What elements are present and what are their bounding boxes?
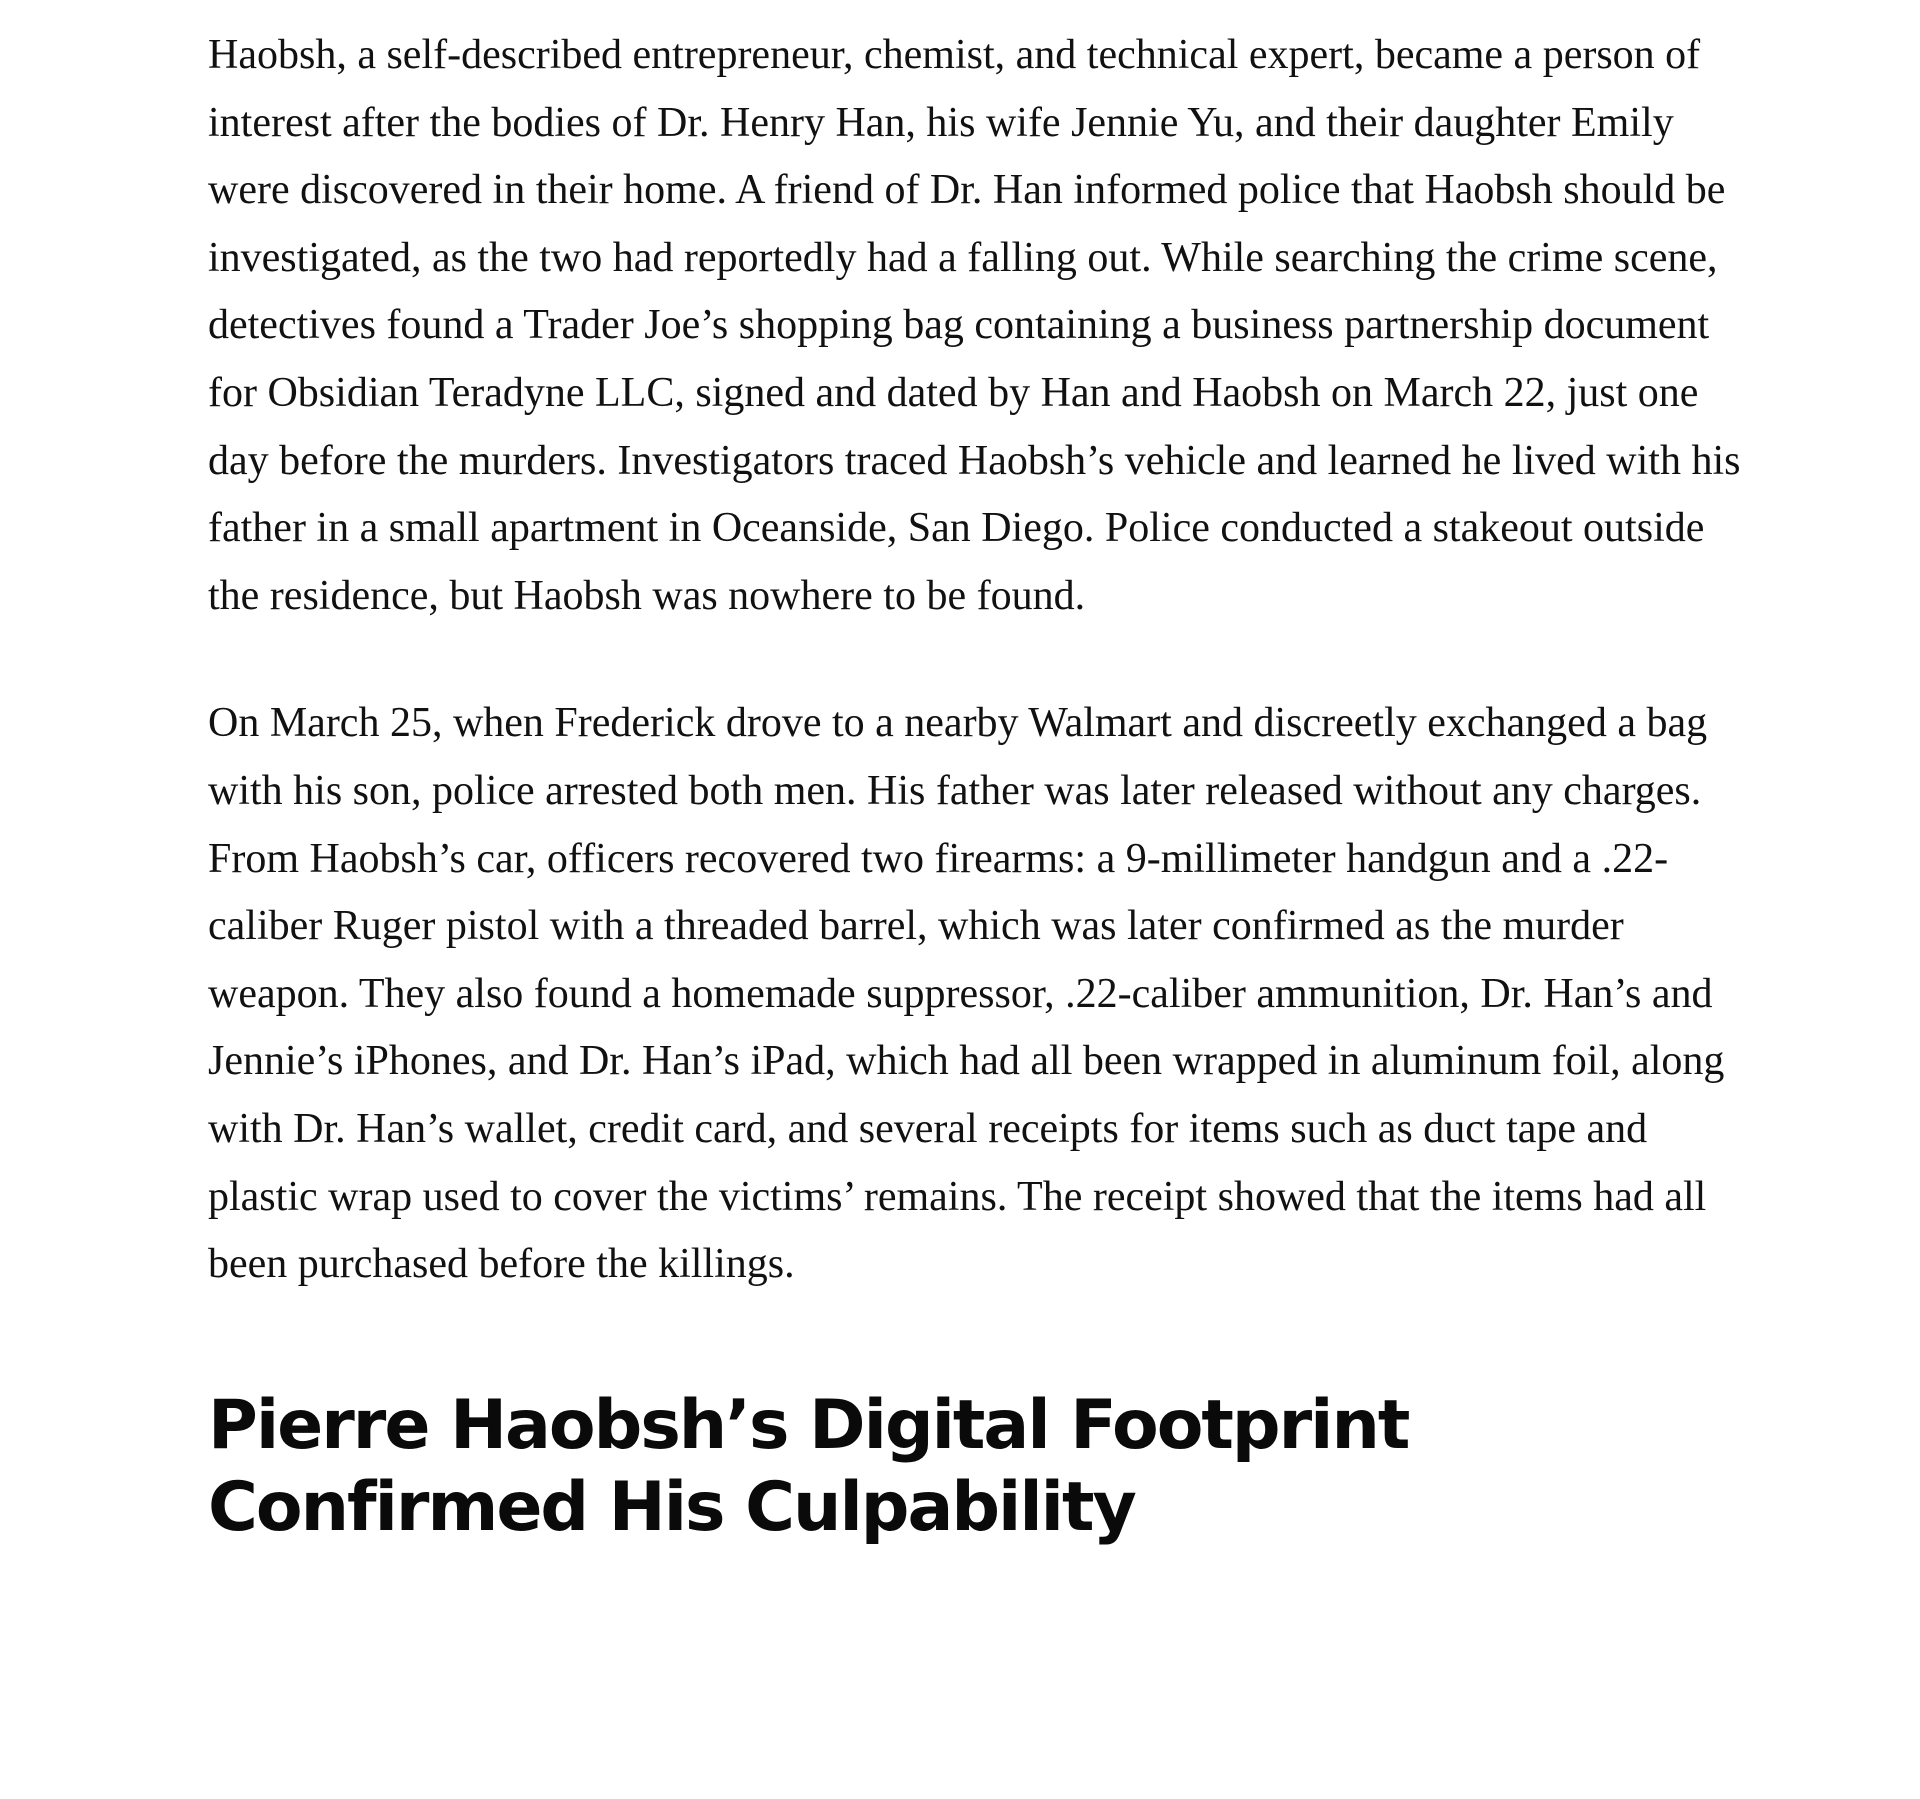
article-paragraph-arrest: On March 25, when Frederick drove to a nearby Walmart and discreetly exchanged a bag with his son, police arrested both men. His father was later released without any charges. From Haobsh’s car, officers recovered two firearms: a 9-millimeter handgun and a .22-caliber Ruger pistol with a threaded barrel, which was later confirmed as the murder weapon. They also found a homemade suppressor, .22-caliber ammunition, Dr. Han’s and Jennie’s iPhones, and Dr. Han’s iPad, which had all been wrapped in aluminum foil, along with Dr. Han’s wallet, credit card, and several receipts for items such as duct tape and plastic wrap used to cover the victims’ remains. The receipt showed that the items had all been purchased before the killings. <box>208 700 1725 1288</box>
article-body <box>208 22 1748 1549</box>
section-heading: Pierre Haobsh’s Digital Footprint Confirmed His Culpability <box>208 1385 1409 1547</box>
article-paragraph-investigation: Haobsh, a self-described entrepreneur, chemist, and technical expert, became a person of interest after the bodies of Dr. Henry Han, his wife Jennie Yu, and their daughter Emily were discovered in their home. A friend of Dr. Han informed police that Haobsh should be investigated, as the two had reportedly had a falling out. While searching the crime scene, detectives found a Trader Joe’s shopping bag containing a business partnership document for Obsidian Teradyne LLC, signed and dated by Han and Haobsh on March 22, just one day before the murders. Investigators traced Haobsh’s vehicle and learned he lived with his father in a small apartment in Oceanside, San Diego. Police conducted a stakeout outside the residence, but Haobsh was nowhere to be found. <box>208 32 1741 619</box>
